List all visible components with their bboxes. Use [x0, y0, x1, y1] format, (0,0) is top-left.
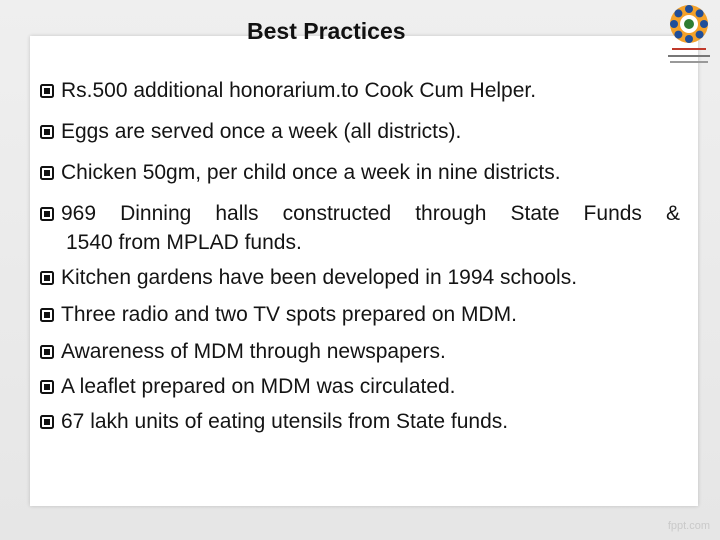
checkbox-bullet-icon — [40, 415, 54, 429]
checkbox-bullet-icon — [40, 84, 54, 98]
emblem-logo-icon — [660, 0, 718, 72]
bullet-text: 67 lakh units of eating utensils from State funds. — [61, 410, 509, 433]
bullet-text: A leaflet prepared on MDM was circulated. — [61, 375, 456, 398]
checkbox-bullet-icon — [40, 380, 54, 394]
bullet-item — [40, 200, 680, 227]
bullet-item — [40, 77, 680, 104]
bullet-text: Eggs are served once a week (all districts). — [61, 120, 462, 143]
checkbox-bullet-icon — [40, 207, 54, 221]
checkbox-bullet-icon — [40, 345, 54, 359]
bullet-item — [40, 301, 680, 328]
bullet-text-continuation: 1540 from MPLAD funds. — [66, 231, 302, 254]
checkbox-bullet-icon — [40, 271, 54, 285]
bullet-item — [40, 159, 680, 186]
checkbox-bullet-icon — [40, 125, 54, 139]
bullet-item — [40, 373, 680, 400]
bullet-text: Chicken 50gm, per child once a week in nine districts. — [61, 161, 561, 184]
checkbox-bullet-icon — [40, 166, 54, 180]
bullet-item — [40, 338, 680, 365]
bullet-text: Rs.500 additional honorarium.to Cook Cum Helper. — [61, 79, 537, 102]
bullet-text: Awareness of MDM through newspapers. — [61, 340, 446, 363]
slide-title: Best Practices — [247, 18, 406, 44]
bullet-text: Kitchen gardens have been developed in 1994 schools. — [61, 266, 578, 289]
bullet-item — [40, 264, 680, 291]
bullet-item — [40, 118, 680, 145]
bullet-text: Three radio and two TV spots prepared on MDM. — [61, 303, 518, 326]
bullet-text: 969 Dinning halls constructed through State Funds & — [61, 202, 680, 225]
checkbox-bullet-icon — [40, 308, 54, 322]
watermark: fppt.com — [667, 520, 710, 532]
bullet-item — [40, 408, 680, 435]
